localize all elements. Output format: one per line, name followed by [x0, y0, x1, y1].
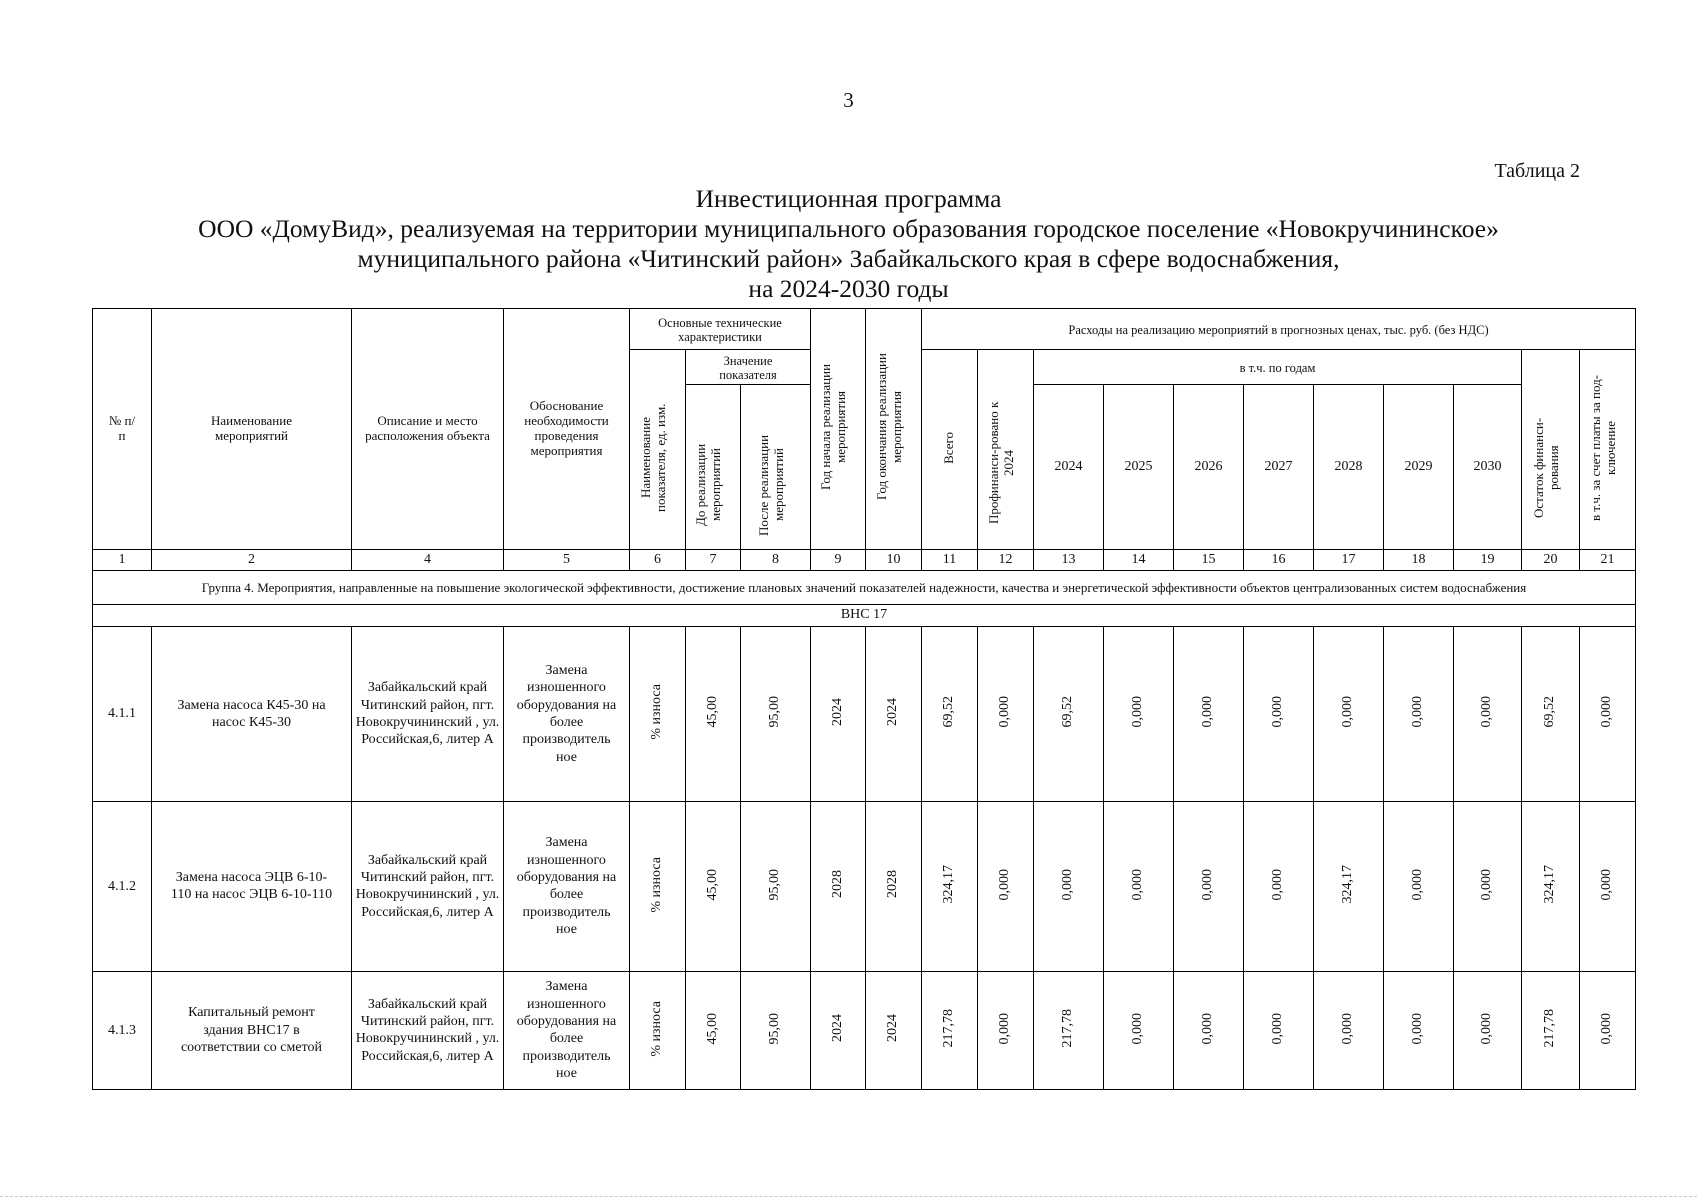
row-justification: Замена изношенного оборудования на более производитель ное	[504, 626, 630, 801]
row-name: Замена насоса К45-30 на насос К45-30	[152, 626, 352, 801]
row-year-value: 0,000	[1384, 971, 1454, 1089]
column-number: 1	[93, 549, 152, 570]
column-number: 18	[1384, 549, 1454, 570]
row-year-start: 2024	[811, 626, 866, 801]
column-number: 20	[1522, 549, 1580, 570]
column-number: 19	[1454, 549, 1522, 570]
page-number: 3	[843, 88, 854, 112]
table-row	[93, 626, 1636, 801]
header-year-2029: 2029	[1384, 385, 1454, 550]
header-row-1	[93, 309, 1636, 350]
scan-edge-line	[0, 1196, 1697, 1197]
row-year-value: 0,000	[1454, 801, 1522, 971]
row-remainder: 69,52	[1522, 626, 1580, 801]
row-after: 95,00	[741, 971, 811, 1089]
row-justification: Замена изношенного оборудования на более производитель ное	[504, 971, 630, 1089]
investment-table	[92, 308, 1636, 1090]
header-remainder: Остаток финанси-рования	[1522, 350, 1580, 550]
group-title: Группа 4. Мероприятия, направленные на повышение экологической эффективности, достижение плановых значений показателей надежности, качества и энергетической эффективности объектов централизованных систем водоснабжения	[93, 570, 1636, 604]
header-justification: Обоснование необходимости проведения мероприятия	[504, 309, 630, 550]
subgroup-row	[93, 604, 1636, 626]
row-prefinanced: 0,000	[978, 801, 1034, 971]
row-year-end: 2024	[866, 971, 922, 1089]
row-location: Забайкальский край Читинский район, пгт. Новокручининский , ул. Российская,6, литер А	[352, 626, 504, 801]
table-row	[93, 971, 1636, 1089]
row-year-value: 0,000	[1104, 971, 1174, 1089]
row-year-start: 2024	[811, 971, 866, 1089]
row-num: 4.1.2	[93, 801, 152, 971]
header-year-2028: 2028	[1314, 385, 1384, 550]
header-year-2026: 2026	[1174, 385, 1244, 550]
subgroup-title: ВНС 17	[93, 604, 1636, 626]
header-tech-group: Основные технические характеристики	[630, 309, 811, 350]
row-num: 4.1.3	[93, 971, 152, 1089]
row-year-value: 0,000	[1034, 801, 1104, 971]
row-before: 45,00	[686, 626, 741, 801]
row-year-value: 0,000	[1174, 626, 1244, 801]
row-connection-fee: 0,000	[1580, 801, 1636, 971]
header-by-years: в т.ч. по годам	[1034, 350, 1522, 385]
row-year-value: 0,000	[1174, 801, 1244, 971]
row-year-value: 0,000	[1244, 801, 1314, 971]
header-before: До реализации мероприятий	[686, 385, 741, 550]
title-line-4: на 2024-2030 годы	[748, 274, 949, 303]
column-number: 5	[504, 549, 630, 570]
row-year-start: 2028	[811, 801, 866, 971]
row-name: Замена насоса ЭЦВ 6-10-110 на насос ЭЦВ 6-10-110	[152, 801, 352, 971]
header-costs-group: Расходы на реализацию мероприятий в прогнозных ценах, тыс. руб. (без НДС)	[922, 309, 1636, 350]
header-indicator-name: Наименование показателя, ед. изм.	[630, 350, 686, 550]
header-num: № п/п	[93, 309, 152, 550]
header-location: Описание и место расположения объекта	[352, 309, 504, 550]
row-before: 45,00	[686, 801, 741, 971]
row-year-value: 69,52	[1034, 626, 1104, 801]
row-year-value: 0,000	[1314, 971, 1384, 1089]
row-justification: Замена изношенного оборудования на более производитель ное	[504, 801, 630, 971]
row-total: 217,78	[922, 971, 978, 1089]
header-after: После реализации мероприятий	[741, 385, 811, 550]
header-year-end: Год окончания реализации мероприятия	[866, 309, 922, 550]
column-number: 9	[811, 549, 866, 570]
column-number: 8	[741, 549, 811, 570]
header-connection-fee: в т.ч. за счет платы за под-ключение	[1580, 350, 1636, 550]
row-prefinanced: 0,000	[978, 971, 1034, 1089]
row-name: Капитальный ремонт здания ВНС17 в соответствии со сметой	[152, 971, 352, 1089]
column-number: 11	[922, 549, 978, 570]
group-row	[93, 570, 1636, 604]
row-year-value: 0,000	[1104, 801, 1174, 971]
column-number: 4	[352, 549, 504, 570]
row-connection-fee: 0,000	[1580, 626, 1636, 801]
header-indicator-value: Значение показателя	[686, 350, 811, 385]
column-number: 17	[1314, 549, 1384, 570]
row-total: 324,17	[922, 801, 978, 971]
table-label: Таблица 2	[1494, 160, 1580, 182]
row-num: 4.1.1	[93, 626, 152, 801]
title-line-2: ООО «ДомуВид», реализуемая на территории муниципального образования городское поселение «Новокручининское»	[198, 214, 1499, 243]
header-prefinanced: Профинанси-ровано к 2024	[978, 350, 1034, 550]
column-number: 14	[1104, 549, 1174, 570]
row-year-value: 217,78	[1034, 971, 1104, 1089]
header-year-2024: 2024	[1034, 385, 1104, 550]
column-number: 6	[630, 549, 686, 570]
row-year-value: 0,000	[1314, 626, 1384, 801]
row-before: 45,00	[686, 971, 741, 1089]
row-remainder: 217,78	[1522, 971, 1580, 1089]
row-year-value: 0,000	[1104, 626, 1174, 801]
row-year-value: 0,000	[1244, 971, 1314, 1089]
column-number: 21	[1580, 549, 1636, 570]
row-year-end: 2024	[866, 626, 922, 801]
table-row	[93, 801, 1636, 971]
title-line-1: Инвестиционная программа	[695, 184, 1002, 213]
row-location: Забайкальский край Читинский район, пгт. Новокручининский , ул. Российская,6, литер А	[352, 971, 504, 1089]
row-year-value: 0,000	[1454, 971, 1522, 1089]
row-prefinanced: 0,000	[978, 626, 1034, 801]
column-number: 15	[1174, 549, 1244, 570]
row-total: 69,52	[922, 626, 978, 801]
row-indicator: % износа	[630, 971, 686, 1089]
title-line-3: муниципального района «Читинский район» Забайкальского края в сфере водоснабжения,	[357, 244, 1340, 273]
row-year-value: 0,000	[1384, 801, 1454, 971]
header-year-2030: 2030	[1454, 385, 1522, 550]
row-remainder: 324,17	[1522, 801, 1580, 971]
row-year-value: 0,000	[1384, 626, 1454, 801]
row-location: Забайкальский край Читинский район, пгт. Новокручининский , ул. Российская,6, литер А	[352, 801, 504, 971]
column-number-row	[93, 549, 1636, 570]
column-number: 7	[686, 549, 741, 570]
header-total: Всего	[922, 350, 978, 550]
row-year-value: 0,000	[1454, 626, 1522, 801]
row-after: 95,00	[741, 801, 811, 971]
header-year-start: Год начала реализации мероприятия	[811, 309, 866, 550]
column-number: 12	[978, 549, 1034, 570]
row-indicator: % износа	[630, 626, 686, 801]
header-year-2025: 2025	[1104, 385, 1174, 550]
row-year-end: 2028	[866, 801, 922, 971]
column-number: 2	[152, 549, 352, 570]
row-year-value: 0,000	[1174, 971, 1244, 1089]
column-number: 16	[1244, 549, 1314, 570]
row-year-value: 324,17	[1314, 801, 1384, 971]
column-number: 13	[1034, 549, 1104, 570]
row-indicator: % износа	[630, 801, 686, 971]
row-after: 95,00	[741, 626, 811, 801]
header-name: Наименование мероприятий	[152, 309, 352, 550]
row-connection-fee: 0,000	[1580, 971, 1636, 1089]
header-year-2027: 2027	[1244, 385, 1314, 550]
row-year-value: 0,000	[1244, 626, 1314, 801]
column-number: 10	[866, 549, 922, 570]
